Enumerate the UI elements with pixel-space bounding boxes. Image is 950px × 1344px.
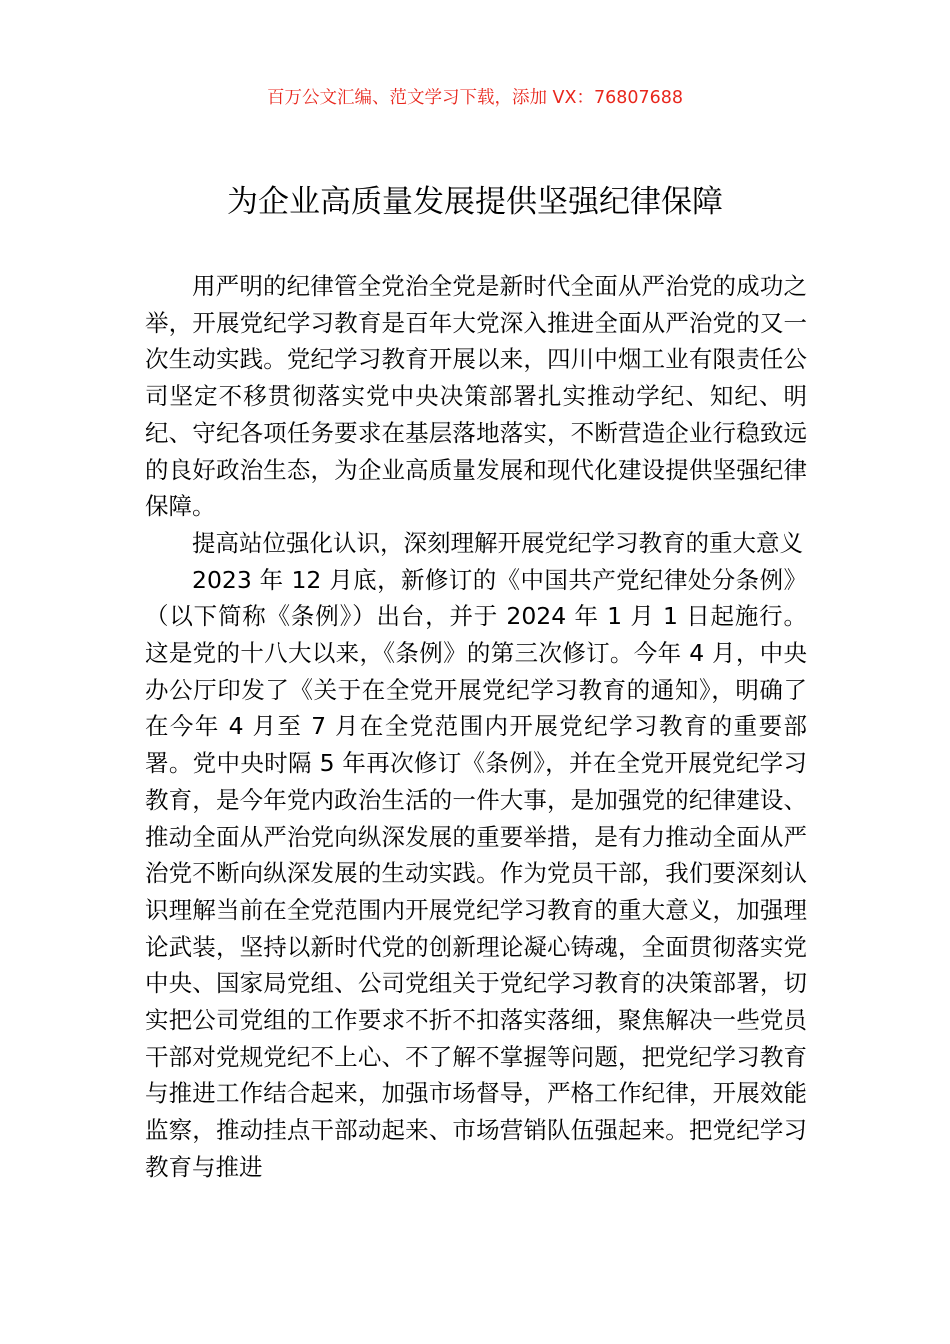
document-body xyxy=(145,268,807,1186)
paragraph-regulation: 2023 年 12 月底，新修订的《中国共产党纪律处分条例》（以下简称《条例》）出台，并于 2024 年 1 月 1 日起施行。这是党的十八大以来，《条例》的第三次修订。今年 4 月，中央办公厅印发了《关于在全党开展党纪学习教育的通知》，明确了在今年 4 月至 7 月在全党范围内开展党纪学习教育的重要部署。党中央时隔 5 年再次修订《条例》，并在全党开展党纪学习教育，是今年党内政治生活的一件大事，是加强党的纪律建设、推动全面从严治党向纵深发展的重要举措，是有力推动全面从严治党不断向纵深发展的生动实践。作为党员干部，我们要深刻认识理解当前在全党范围内开展党纪学习教育的重大意义，加强理论武装，坚持以新时代党的创新理论凝心铸魂，全面贯彻落实党中央、国家局党组、公司党组关于党纪学习教育的决策部署，切实把公司党组的工作要求不折不扣落实落细，聚焦解决一些党员干部对党规党纪不上心、不了解不掌握等问题，把党纪学习教育与推进工作结合起来，加强市场督导，严格工作纪律，开展效能监察，推动挂点干部动起来、市场营销队伍强起来。把党纪学习教育与推进 xyxy=(145,565,807,1181)
promo-header: 百万公文汇编、范文学习下载，添加 VX：76807688 xyxy=(266,88,684,108)
paragraph-intro: 用严明的纪律管全党治全党是新时代全面从严治党的成功之举，开展党纪学习教育是百年大党深入推进全面从严治党的又一次生动实践。党纪学习教育开展以来，四川中烟工业有限责任公司坚定不移贯彻落实党中央决策部署扎实推动学纪、知纪、明纪、守纪各项任务要求在基层落地落实，不断营造企业行稳致远的良好政治生态，为企业高质量发展和现代化建设提供坚强纪律保障。 xyxy=(145,272,807,521)
section-heading: 提高站位强化认识，深刻理解开展党纪学习教育的重大意义 xyxy=(192,528,803,557)
document-title: 为企业高质量发展提供坚强纪律保障 xyxy=(227,184,723,220)
